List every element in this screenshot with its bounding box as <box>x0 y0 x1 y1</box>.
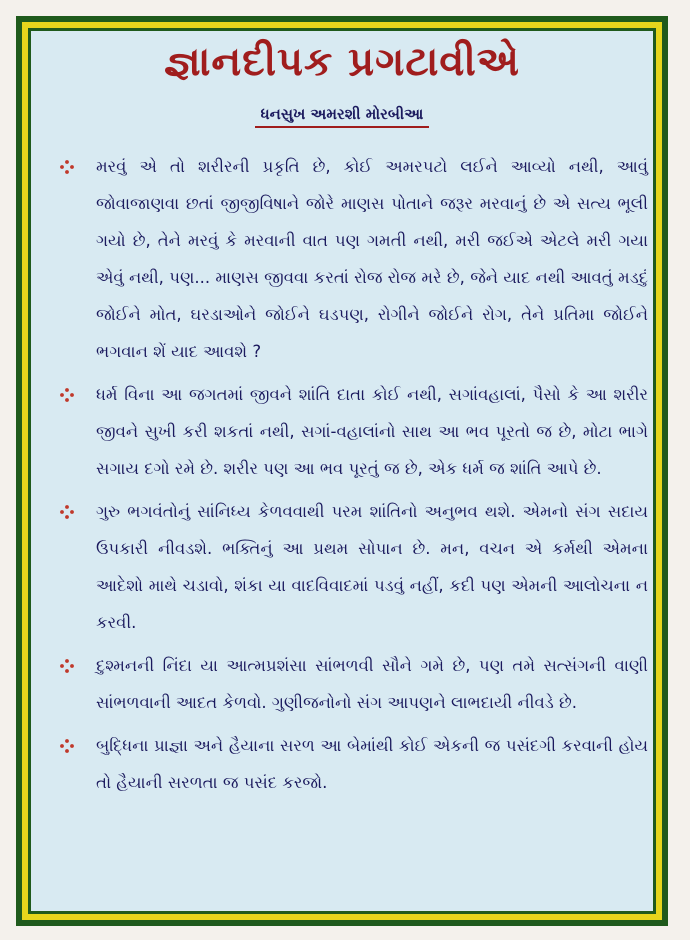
paragraph-text: મરવું એ તો શરીરની પ્રકૃતિ છે, કોઈ અમરપટો લઈને આવ્યો નથી, આવું જોવાજાણવા છતાં જીજીવિષાને જોરે માણસ પોતાને જરૂર મરવાનું છે એ સત્ય ભૂલી ગયો છે, તેને મરવું કે મરવાની વાત પણ ગમતી નથી, મરી જઈએ એટલે મરી ગયા એવું નથી, પણ... માણસ જીવવા કરતાં રોજ રોજ મરે છે, જેને યાદ નથી આવતું મડદું જોઈને મોત, ઘરડાઓને જોઈને ઘડપણ, રોગીને જોઈને રોગ, તેને પ્રતિમા જોઈને ભગવાન શેં યાદ આવશે ? <box>96 157 648 361</box>
paragraph-text: ધર્મ વિના આ જગતમાં જીવને શાંતિ દાતા કોઈ નથી, સગાંવહાલાં, પૈસો કે આ શરીર જીવને સુખી કરી શકતાં નથી, સગાં-વહાલાંનો સાથ આ ભવ પૂરતો જ છે, મોટા ભાગે સગાય દગો રમે છે. શરીર પણ આ ભવ પૂરતું જ છે, એક ધર્મ જ શાંતિ આપે છે. <box>96 385 648 478</box>
list-item <box>58 727 648 801</box>
list-item <box>58 493 648 641</box>
article-body <box>58 148 648 807</box>
list-item <box>58 376 648 487</box>
list-item <box>58 148 648 370</box>
paragraph-text: ગુરુ ભગવંતોનું સાંનિધ્ય કેળવવાથી પરમ શાંતિનો અનુભવ થશે. એમનો સંગ સદાય ઉપકારી નીવડશે. ભક્તિનું આ પ્રથમ સોપાન છે. મન, વચન એ કર્મથી એમના આદેશો માથે ચડાવો, શંકા યા વાદવિવાદમાં પડવું નહીં, કદી પણ એમની આલોચના ન કરવી. <box>96 502 648 632</box>
diamond-dots-icon <box>60 505 74 519</box>
author-name: ધનસુખ અમરશી મોરબીઆ <box>255 105 430 128</box>
author-line <box>28 104 656 128</box>
diamond-dots-icon <box>60 388 74 402</box>
diamond-dots-icon <box>60 659 74 673</box>
page-title: જ્ઞાનદીપક પ્રગટાવીએ <box>164 38 520 85</box>
paragraph-text: દુશ્મનની નિંદા યા આત્મપ્રશંસા સાંભળવી સૌને ગમે છે, પણ તમે સત્સંગની વાણી સાંભળવાની આદત કેળવો. ગુણીજનોનો સંગ આપણને લાભદાયી નીવડે છે. <box>96 656 648 712</box>
diamond-dots-icon <box>60 739 74 753</box>
paragraph-text: બુદ્ધિના પ્રાજ્ઞા અને હૈયાના સરળ આ બેમાંથી કોઈ એકની જ પસંદગી કરવાની હોય તો હૈયાની સરળતા જ પસંદ કરજો. <box>96 736 648 792</box>
diamond-dots-icon <box>60 160 74 174</box>
list-item <box>58 647 648 721</box>
